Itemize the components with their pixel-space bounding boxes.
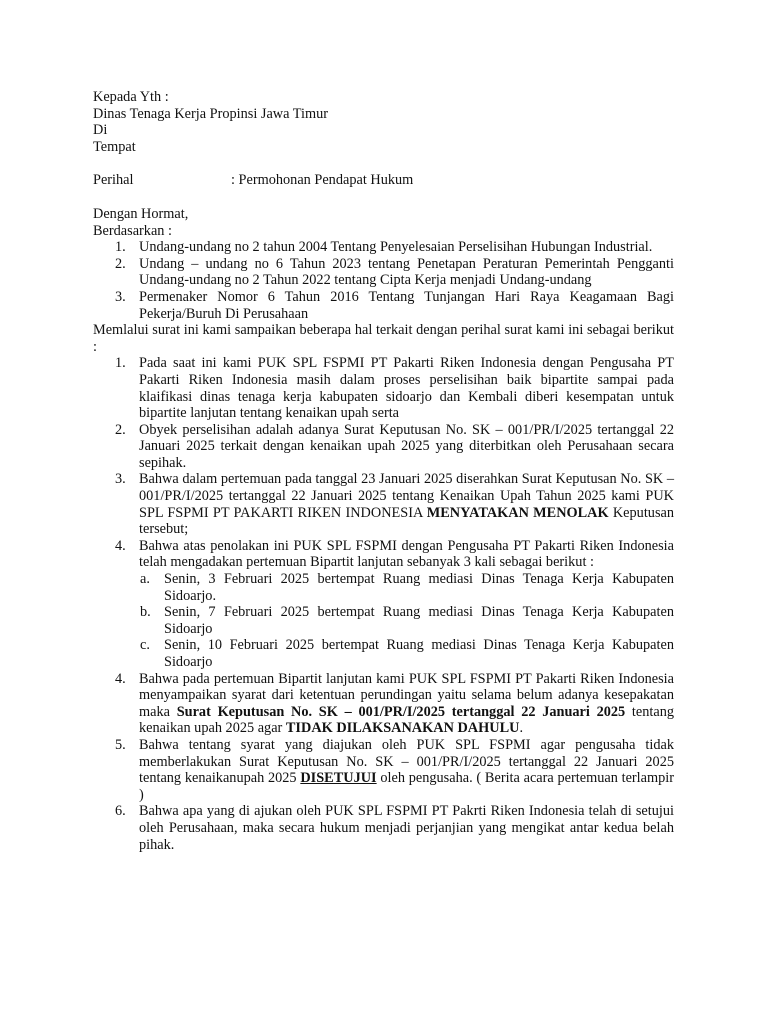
addressee-line: Kepada Yth : <box>93 89 169 105</box>
bold-statement: MENYATAKAN MENOLAK <box>426 504 609 521</box>
point-item: 3. Bahwa dalam pertemuan pada tanggal 23 Januari 2025 diserahkan Surat Keputusan No. SK – 001/PR/I/2025 tertanggal 22 Januari 2025 tentang Kenaikan Upah Tahun 2025 kami PUK SPL FSPMI PT PAKARTI RIKEN INDONESIA MENYATAKAN MENOLAK Keputusan tersebut; <box>115 471 674 538</box>
point-item: 2. Obyek perselisihan adalah adanya Surat Keputusan No. SK – 001/PR/I/2025 tertanggal 22 Januari 2025 terkait dengan kenaikan upah 2025 yang diterbitkan oleh Perusahaan secara sepihak. <box>115 421 674 471</box>
basis-item: 3. Permenaker Nomor 6 Tahun 2016 Tentang Tunjangan Hari Raya Keagamaan Bagi Pekerja/Buruh Di Perusahaan <box>115 288 674 322</box>
basis-item: 2. Undang – undang no 6 Tahun 2023 tentang Penetapan Peraturan Pemerintah Pengganti Undang-undang no 2 Tahun 2022 tentang Cipta Kerja menjadi Undang-undang <box>115 255 674 289</box>
bold-underlined-approved: DISETUJUI <box>300 770 377 787</box>
subject-value: : Permohonan Pendapat Hukum <box>231 172 414 189</box>
meeting-item: a. Senin, 3 Februari 2025 bertempat Ruang mediasi Dinas Tenaga Kerja Kabupaten Sidoarjo. <box>140 571 674 604</box>
intro-paragraph: Memlalui surat ini kami sampaikan beberapa hal terkait dengan perihal surat kami ini sebagai berikut : <box>93 322 674 355</box>
subject-line <box>93 172 674 189</box>
basis-intro: Berdasarkan : <box>93 222 172 239</box>
meeting-item: c. Senin, 10 Februari 2025 bertempat Ruang mediasi Dinas Tenaga Kerja Kabupaten Sidoarjo <box>140 637 674 670</box>
meeting-item: b. Senin, 7 Februari 2025 bertempat Ruang mediasi Dinas Tenaga Kerja Kabupaten Sidoarjo <box>140 604 674 637</box>
point-item: 4. Bahwa atas penolakan ini PUK SPL FSPMI dengan Pengusaha PT Pakarti Riken Indonesia telah mengadakan pertemuan Bipartit lanjutan sebanyak 3 kali sebagai berikut : <box>115 537 674 571</box>
recipient-at: Di <box>93 122 108 139</box>
point-item: 6. Bahwa apa yang di ajukan oleh PUK SPL FSPMI PT Pakrti Riken Indonesia telah di setujui oleh Perusahaan, maka secara hukum menjadi perjanjian yang mengikat antar kedua belah pihak. <box>115 803 674 853</box>
letter-body <box>93 89 674 853</box>
recipient-name: Dinas Tenaga Kerja Propinsi Jawa Timur <box>93 105 329 122</box>
point-item: 4. Bahwa pada pertemuan Bipartit lanjutan kami PUK SPL FSPMI PT Pakarti Riken Indonesia menyampaikan syarat dari ketentuan perundingan yaitu selama belum adanya kesepakatan maka Surat Keputusan No. SK – 001/PR/I/2025 tertanggal 22 Januari 2025 tentang kenaikan upah 2025 agar TIDAK DILAKSANAKAN DAHULU. <box>115 670 675 737</box>
bold-statement: TIDAK DILAKSANAKAN DAHULU <box>285 720 520 737</box>
point-item: 5. Bahwa tentang syarat yang diajukan oleh PUK SPL FSPMI agar pengusaha tidak memberlakukan Surat Keputusan No. SK – 001/PR/I/2025 tertanggal 22 Januari 2025 tentang kenaikanupah 2025 DISETUJUI oleh pengusaha. ( Berita acara pertemuan terlampir ) <box>115 736 675 803</box>
point-item: 1. Pada saat ini kami PUK SPL FSPMI PT Pakarti Riken Indonesia dengan Pengusaha PT Pakarti Riken Indonesia masih dalam proses perselisihan baik bipartite sampai pada klaifikasi dinas tenaga kerja kabupaten sidoarjo dan Kembali diberi kesempatan untuk bipartite lanjutan tentang kenaikan upah serta <box>115 355 674 422</box>
bold-decree-ref: Surat Keputusan No. SK – 001/PR/I/2025 tertanggal 22 Januari 2025 <box>176 703 626 720</box>
basis-item: 1. Undang-undang no 2 tahun 2004 Tentang Penyelesaian Perselisihan Hubungan Industrial. <box>115 239 653 256</box>
subject-label: Perihal <box>93 172 134 189</box>
greeting: Dengan Hormat, <box>93 205 189 222</box>
recipient-place: Tempat <box>93 138 136 155</box>
